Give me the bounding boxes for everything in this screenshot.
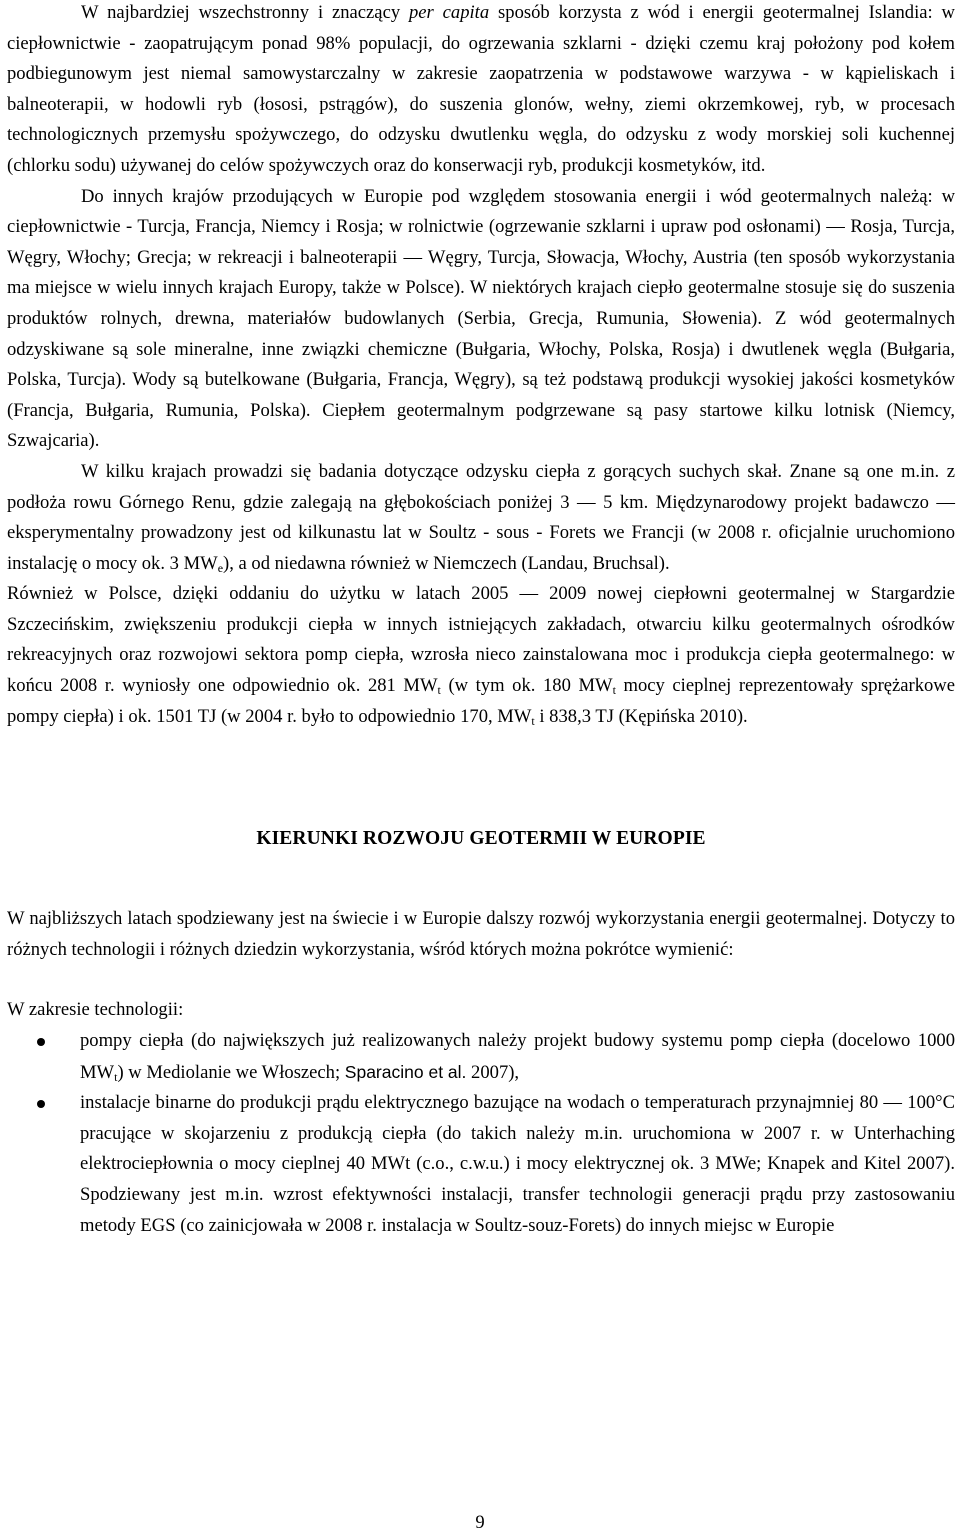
paragraph-hot-dry-rocks-text-a: W kilku krajach prowadzi się badania dotyczące odzysku ciepła z gorących suchych skał. Znane są one m.in. z podłoża rowu Górnego Renu, gdzie zalegają na głębokościach poniżej 3 ― 5 km. Międzynarodowy projekt badawczo ― eksperymentalny prowadzony jest od kilkunastu lat w Soultz - sous - Forets we Francji (w 2008 r. oficjalnie uruchomiono instalację o mocy ok. 3 MW xyxy=(7,460,955,574)
paragraph-poland-text-b: (w tym ok. 180 MW xyxy=(440,675,613,697)
list-item xyxy=(7,1026,955,1088)
paragraph-iceland-text-c: sposób korzysta z wód i energii geotermalnej Islandia: w ciepłownictwie - zaopatrującym ponad 98% populacji, do ogrzewania szklarni - dzięki czemu kraj położony pod kołem podbiegunowym jest niemal samowystarczalny w zakresie zaopatrzenia w podstawowe warzywa - w kąpieliskach i balneoterapii, w hodowli ryb (łososi, pstrągów), do suszenia glonów, wełny, ziemi okrzemkowej, ryb, w procesach technologicznych przemysłu spożywczego, do odzysku dwutlenku węgla, do odzysku z wody morskiej soli kuchennej (chlorku sodu) używanej do celów spożywczych oraz do konserwacji ryb, produkcji kosmetyków, itd. xyxy=(7,2,955,176)
spacer xyxy=(7,732,955,824)
subscript-t: t xyxy=(612,683,616,698)
bullet-icon xyxy=(37,1100,45,1108)
paragraph-iceland-text-a: W najbardziej wszechstronny i znaczący xyxy=(81,2,409,23)
document-page xyxy=(7,0,955,1241)
technology-list xyxy=(7,1026,955,1241)
paragraph-poland-text-c: mocy cieplnej reprezentowały sprężarkowe pompy ciepła) i ok. 1501 TJ (w 2004 r. było to odpowiednio 170, MW xyxy=(7,675,955,727)
paragraph-poland-text-d: i 838,3 TJ (Kępińska 2010). xyxy=(534,705,748,727)
citation-author: Sparacino et al. xyxy=(344,1061,467,1082)
paragraph-future-development: W najbliższych latach spodziewany jest na świecie i w Europie dalszy rozwój wykorzystania energii geotermalnej. Dotyczy to różnych technologii i różnych dziedzin wykorzystania, wśród których można pokrótce wymienić: xyxy=(7,908,955,960)
subscript-t: t xyxy=(114,1069,118,1084)
bullet-icon xyxy=(37,1038,45,1046)
section-heading: KIERUNKI ROZWOJU GEOTERMII W EUROPIE xyxy=(256,828,706,850)
paragraph-hot-dry-rocks-text-b: ), a od niedawna również w Niemczech (Landau, Bruchsal). xyxy=(223,552,670,574)
spacer xyxy=(7,854,955,904)
paragraph-hot-dry-rocks xyxy=(7,457,955,579)
list-item-text: instalacje binarne do produkcji prądu elektrycznego bazujące na wodach o temperaturach przynajmniej 80 ― 100°C pracujące w skojarzeniu z produkcją ciepła (do takich należy m.in. uruchomiona w 2007 r. w Unterhaching elektrociepłownia o mocy cieplnej 40 MWt (c.o., c.w.u.) i mocy elektrycznej ok. 3 MWe; Knapek and Kitel 2007). Spodziewany jest m.in. wzrost efektywności instalacji, transfer technologii generacji prądu przy zastosowaniu metody EGS (co zainicjowała w 2008 r. instalacja w Soultz-souz-Forets) do innych miejsc w Europie xyxy=(80,1092,955,1236)
page-number: 9 xyxy=(475,1512,485,1533)
paragraph-iceland xyxy=(7,0,955,182)
list-item-text-d: 2007), xyxy=(466,1061,520,1083)
subscript-t: t xyxy=(531,713,535,728)
list-intro: W zakresie technologii: xyxy=(7,999,184,1021)
list-item xyxy=(7,1088,955,1241)
paragraph-poland-text-a: Również w Polsce, dzięki oddaniu do użytku w latach 2005 ― 2009 nowej ciepłowni geotermalnej w Stargardzie Szczecińskim, zwiększeniu produkcji ciepła w innych istniejących zakładach, otwarciu kilku geotermalnych ośrodków rekreacyjnych oraz rozwojowi sektora pomp ciepła, wzrosła nieco zainstalowana moc i produkcja ciepła geotermalnego: w końcu 2008 r. wyniosły one odpowiednio ok. 281 MW xyxy=(7,583,955,697)
subscript-e: e xyxy=(217,560,224,575)
spacer xyxy=(7,965,955,995)
paragraph-poland xyxy=(7,579,955,732)
list-item-text-a: pompy ciepła (do największych już realizowanych należy projekt budowy systemu pomp ciepła (docelowo 1000 MW xyxy=(80,1030,955,1083)
list-item-text-b: ) w Mediolanie we Włoszech; xyxy=(117,1061,345,1083)
subscript-t: t xyxy=(437,683,441,698)
paragraph-europe-leaders: Do innych krajów przodujących w Europie pod względem stosowania energii i wód geotermalnych należą: w ciepłownictwie - Turcja, Francja, Niemcy i Rosja; w rolnictwie (ogrzewanie szklarni i upraw pod osłonami) ― Rosja, Turcja, Węgry, Włochy; Grecja; w rekreacji i balneoterapii ― Węgry, Turcja, Słowacja, Włochy, Austria (ten sposób wykorzystania ma miejsce w wielu innych krajach Europy, także w Polsce). W niektórych krajach ciepło geotermalne stosuje się do suszenia produktów rolnych, drewna, materiałów budowlanych (Serbia, Grecja, Rumunia, Słowenia). Z wód geotermalnych odzyskiwane są sole mineralne, inne związki chemiczne (Bułgaria, Włochy, Polska, Rosja) i dwutlenek węgla (Bułgaria, Polska, Turcja). Wody są butelkowane (Bułgaria, Francja, Węgry), są też podstawą produkcji wysokiej jakości kosmetyków (Francja, Bułgaria, Rumunia, Polska). Ciepłem geotermalnym podgrzewane są pasy startowe kilku lotnisk (Niemcy, Szwajcaria). xyxy=(7,185,955,452)
per-capita-italic: per capita xyxy=(409,2,490,23)
